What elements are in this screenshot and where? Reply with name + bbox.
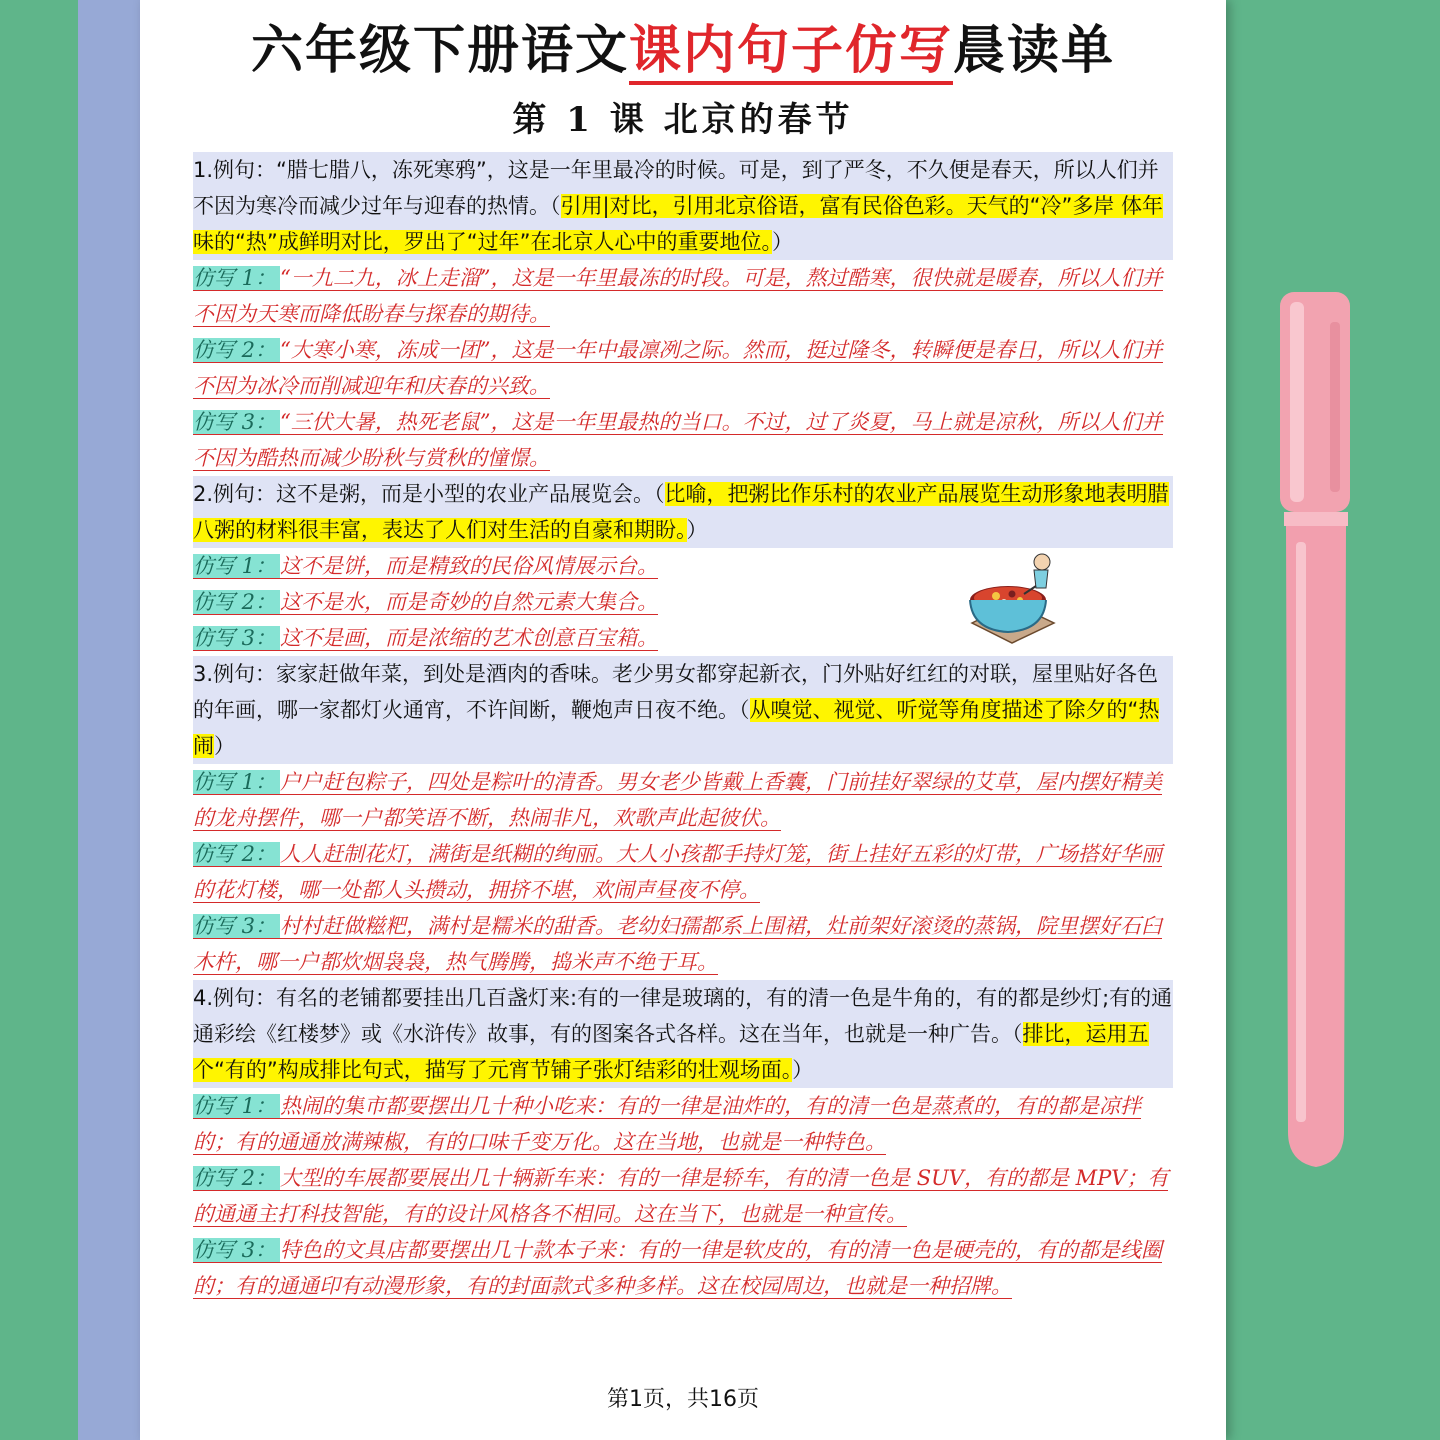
example-text: 2.例句：这不是粥，而是小型的农业产品展览会。（ bbox=[193, 482, 665, 506]
imitation-tag: 仿写 2： bbox=[193, 842, 280, 866]
example-text: 4.例句：有名的老铺都要挂出几百盏灯来:有的一律是玻璃的，有的清一色是牛角的，有的都是纱灯;有的通通彩绘《红楼梦》或《水浒传》故事，有的图案各式各样。这在当年，也就是一种广告。（ bbox=[193, 986, 1173, 1046]
imitation-3 bbox=[193, 1232, 1173, 1304]
example-sentence bbox=[193, 476, 1173, 548]
analysis-highlight: 从嗅觉、视觉、听觉等角度描述了除夕的“热闹 bbox=[193, 698, 1160, 758]
title-part1: 六年级下册语文 bbox=[250, 21, 629, 81]
imitation-text: 这不是画，而是浓缩的艺术创意百宝箱。 bbox=[280, 626, 659, 650]
example-text: 1.例句：“腊七腊八，冻死寒鸦”，这是一年里最冷的时候。可是，到了严冬，不久便是春天，所以人们并不因为寒冷而减少过年与迎春的热情。（ bbox=[193, 158, 1159, 218]
analysis-highlight: 比喻，把粥比作乐村的农业产品展览生动形象地表明腊八粥的材料很丰富，表达了人们对生活的自豪和期盼。 bbox=[193, 482, 1169, 542]
imitation-1 bbox=[193, 764, 1173, 836]
imitation-3 bbox=[193, 404, 1173, 476]
imitation-tag: 仿写 1： bbox=[193, 1094, 280, 1118]
pink-pen bbox=[1270, 262, 1380, 1262]
imitation-text: 热闹的集市都要摆出几十种小吃来：有的一律是油炸的，有的清一色是蒸煮的，有的都是凉拌的；有的通通放满辣椒，有的口味千变万化。这在当地，也就是一种特色。 bbox=[193, 1094, 1142, 1154]
imitation-text: 特色的文具店都要摆出几十款本子来：有的一律是软皮的，有的清一色是硬壳的，有的都是线圈的；有的通通印有动漫形象，有的封面款式多种多样。这在校园周边，也就是一种招牌。 bbox=[193, 1238, 1163, 1298]
imitation-3 bbox=[193, 908, 1173, 980]
imitation-1 bbox=[193, 260, 1173, 332]
imitation-tag: 仿写 2： bbox=[193, 338, 280, 362]
paren-close: ） bbox=[686, 518, 708, 542]
imitation-text: 人人赶制花灯，满街是纸糊的绚丽。大人小孩都手持灯笼，街上挂好五彩的灯带，广场搭好华丽的花灯楼，哪一处都人头攒动，拥挤不堪，欢闹声昼夜不停。 bbox=[193, 842, 1163, 902]
imitation-tag: 仿写 1： bbox=[193, 770, 280, 794]
imitation-text: 村村赶做糍粑，满村是糯米的甜香。老幼妇孺都系上围裙，灶前架好滚烫的蒸锅，院里摆好石臼木杵，哪一户都炊烟袅袅，热气腾腾，捣米声不绝于耳。 bbox=[193, 914, 1163, 974]
imitation-text: 这不是水，而是奇妙的自然元素大集合。 bbox=[280, 590, 659, 614]
paren-close: ） bbox=[214, 734, 235, 758]
imitation-tag: 仿写 3： bbox=[193, 626, 280, 650]
paren-close: ） bbox=[772, 230, 794, 254]
imitation-tag: 仿写 2： bbox=[193, 1166, 280, 1190]
analysis-highlight: 引用|对比，引用北京俗语，富有民俗色彩。天气的“冷”多岸 体年味的“热”成鲜明对比，罗出了“过年”在北京人心中的重要地位。 bbox=[193, 194, 1164, 254]
imitation-2 bbox=[193, 1160, 1173, 1232]
imitation-tag: 仿写 1： bbox=[193, 266, 280, 290]
imitation-text: 户户赶包粽子，四处是粽叶的清香。男女老少皆戴上香囊，门前挂好翠绿的艾草，屋内摆好精美的龙舟摆件，哪一户都笑语不断，热闹非凡，欢歌声此起彼伏。 bbox=[193, 770, 1163, 830]
page-title bbox=[140, 8, 1226, 83]
imitation-tag: 仿写 2： bbox=[193, 590, 280, 614]
imitation-2 bbox=[193, 836, 1173, 908]
section-4 bbox=[193, 980, 1173, 1304]
imitation-1 bbox=[193, 1088, 1173, 1160]
imitation-tag: 仿写 1： bbox=[193, 554, 280, 578]
page-number: 第1页，共16页 bbox=[607, 1387, 759, 1412]
imitation-tag: 仿写 3： bbox=[193, 914, 280, 938]
example-sentence bbox=[193, 980, 1173, 1088]
title-highlight: 课内句子仿写 bbox=[629, 21, 953, 85]
imitation-text: 大型的车展都要展出几十辆新车来：有的一律是轿车，有的清一色是 SUV，有的都是 MPV；有的通通主打科技智能，有的设计风格各不相同。这在当下，也就是一种宣传。 bbox=[193, 1166, 1169, 1226]
example-sentence bbox=[193, 152, 1173, 260]
paren-close: ） bbox=[792, 1058, 814, 1082]
imitation-text: “三伏大暑，热死老鼠”，这是一年里最热的当口。不过，过了炎夏，马上就是凉秋，所以人们并不因为酷热而减少盼秋与赏秋的憧憬。 bbox=[193, 410, 1163, 470]
imitation-text: “一九二九，冰上走溜”，这是一年里最冻的时段。可是，熬过酷寒，很快就是暖春，所以人们并不因为天寒而降低盼春与探春的期待。 bbox=[193, 266, 1163, 326]
imitation-text: 这不是饼，而是精致的民俗风情展示台。 bbox=[280, 554, 659, 578]
section-3 bbox=[193, 656, 1173, 980]
analysis-highlight: 排比，运用五个“有的”构成排比句式，描写了元宵节铺子张灯结彩的壮观场面。 bbox=[193, 1022, 1149, 1082]
imitation-tag: 仿写 3： bbox=[193, 410, 280, 434]
lesson-title: 第 1 课 北京的春节 bbox=[512, 100, 854, 140]
example-sentence bbox=[193, 656, 1173, 764]
title-part2: 晨读单 bbox=[953, 21, 1116, 81]
imitation-2 bbox=[193, 332, 1173, 404]
section-1 bbox=[193, 152, 1173, 476]
imitation-tag: 仿写 3： bbox=[193, 1238, 280, 1262]
porridge-bowl-illustration bbox=[962, 548, 1062, 648]
content-area bbox=[193, 152, 1173, 1304]
imitation-text: “大寒小寒，冻成一团”，这是一年中最凛冽之际。然而，挺过隆冬，转瞬便是春日，所以人们并不因为冰冷而削减迎年和庆春的兴致。 bbox=[193, 338, 1163, 398]
example-text: 3.例句：家家赶做年菜，到处是酒肉的香味。老少男女都穿起新衣，门外贴好红红的对联，屋里贴好各色的年画，哪一家都灯火通宵，不许间断，鞭炮声日夜不绝。（ bbox=[193, 662, 1159, 722]
